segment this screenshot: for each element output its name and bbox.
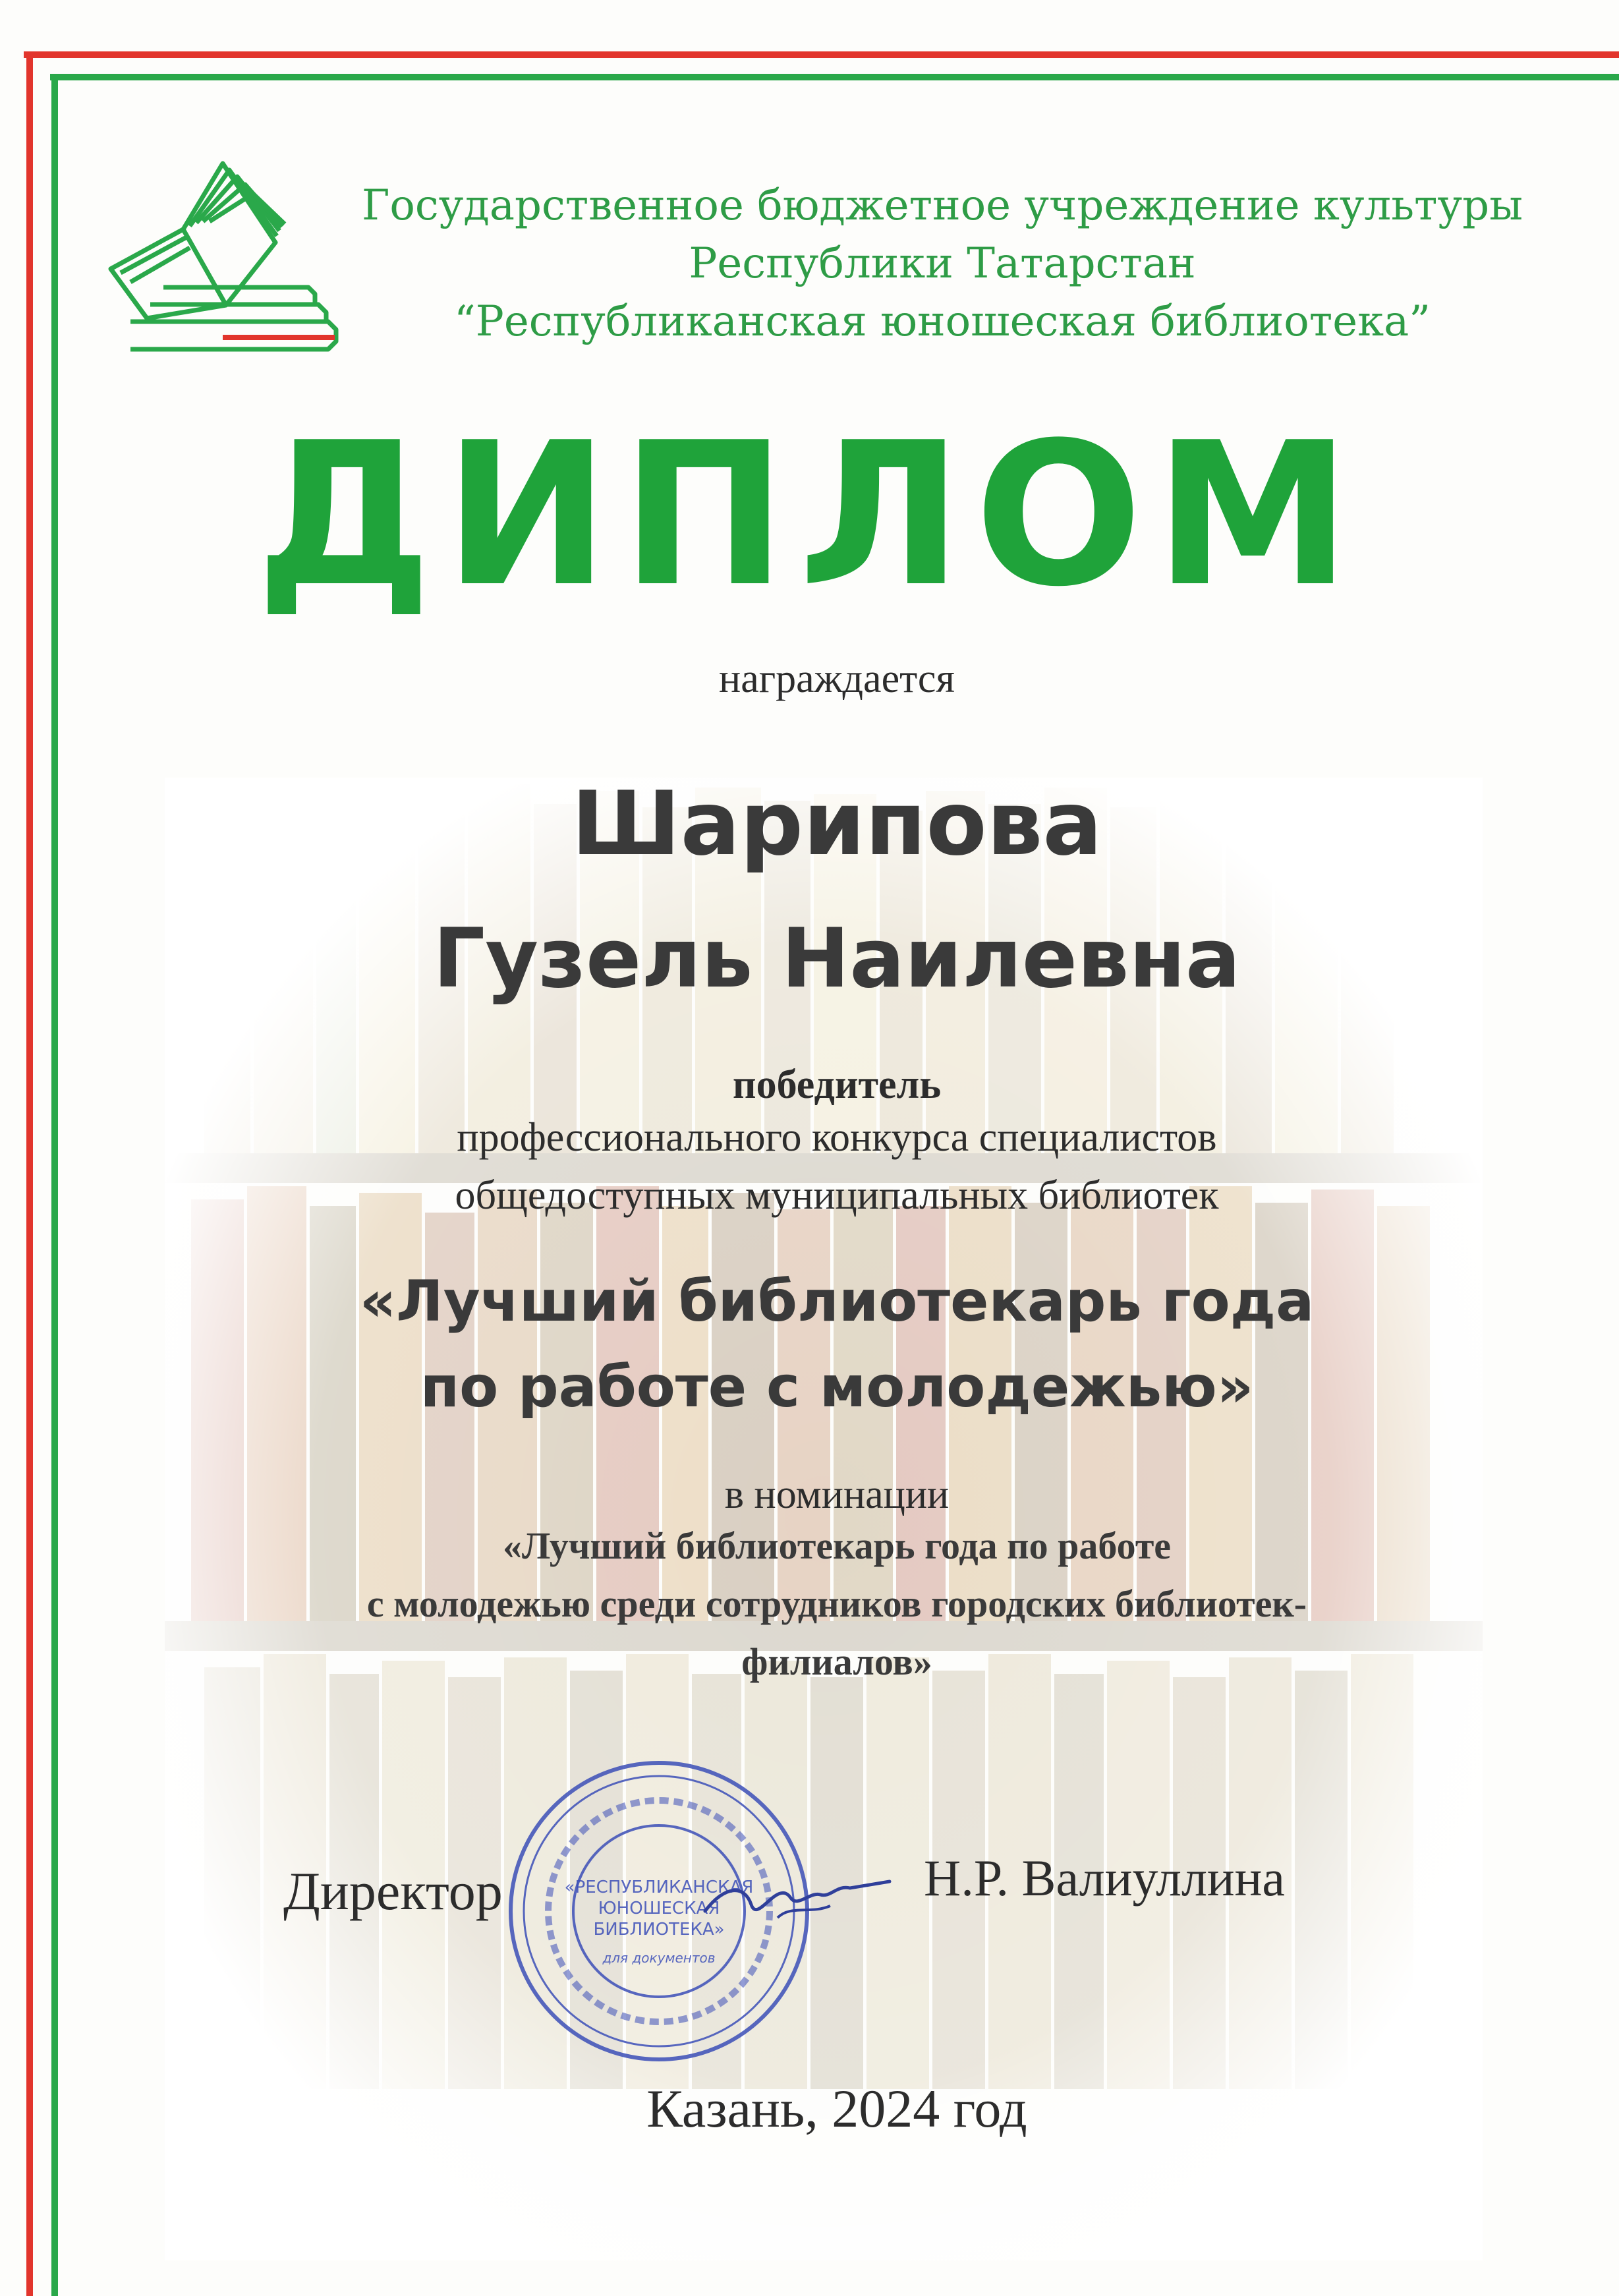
top-green-line bbox=[50, 74, 1619, 80]
header-line-2: Республики Татарстан bbox=[689, 239, 1196, 288]
institution-header bbox=[336, 177, 1548, 351]
awarded-label: награждается bbox=[719, 656, 955, 701]
stamp-center-line-3: БИБЛИОТЕКА» bbox=[593, 1920, 725, 1939]
contest-name-line-1: «Лучший библиотекарь года bbox=[359, 1269, 1315, 1335]
recipient-given-names: Гузель Наилевна bbox=[433, 911, 1241, 1006]
stamp-center-line-4: для документов bbox=[602, 1950, 716, 1966]
contest-name-line-2: по работе с молодежью» bbox=[420, 1354, 1254, 1420]
signatory-name: Н.Р. Валиуллина bbox=[924, 1849, 1285, 1907]
left-red-line bbox=[26, 51, 33, 2296]
nomination-line-2: с молодежью среди сотрудников городских библиотек- bbox=[366, 1582, 1307, 1625]
header-line-1: Государственное бюджетное учреждение культуры bbox=[362, 181, 1523, 230]
signatory-role: Директор bbox=[283, 1861, 503, 1921]
nomination-line-3: филиалов» bbox=[741, 1640, 932, 1683]
contest-desc-line-2: общедоступных муниципальных библиотек bbox=[455, 1173, 1219, 1218]
signature-mark bbox=[698, 1858, 896, 1937]
place-date: Казань, 2024 год bbox=[646, 2079, 1027, 2138]
top-red-line bbox=[24, 51, 1619, 58]
stamp-center-line-1: «РЕСПУБЛИКАНСКАЯ bbox=[564, 1878, 754, 1897]
status-label: победитель bbox=[732, 1062, 942, 1107]
diploma-title: ДИПЛОМ bbox=[256, 400, 1363, 630]
contest-desc-line-1: профессионального конкурса специалистов bbox=[457, 1115, 1217, 1160]
nomination-label: в номинации bbox=[724, 1472, 950, 1517]
header-line-3: “Республиканская юношеская библиотека” bbox=[454, 297, 1431, 346]
open-book-logo-icon bbox=[91, 144, 341, 368]
nomination-line-1: «Лучший библиотекарь года по работе bbox=[502, 1524, 1172, 1567]
stamp-center-line-2: ЮНОШЕСКАЯ bbox=[598, 1899, 720, 1918]
recipient-surname: Шарипова bbox=[571, 772, 1102, 875]
